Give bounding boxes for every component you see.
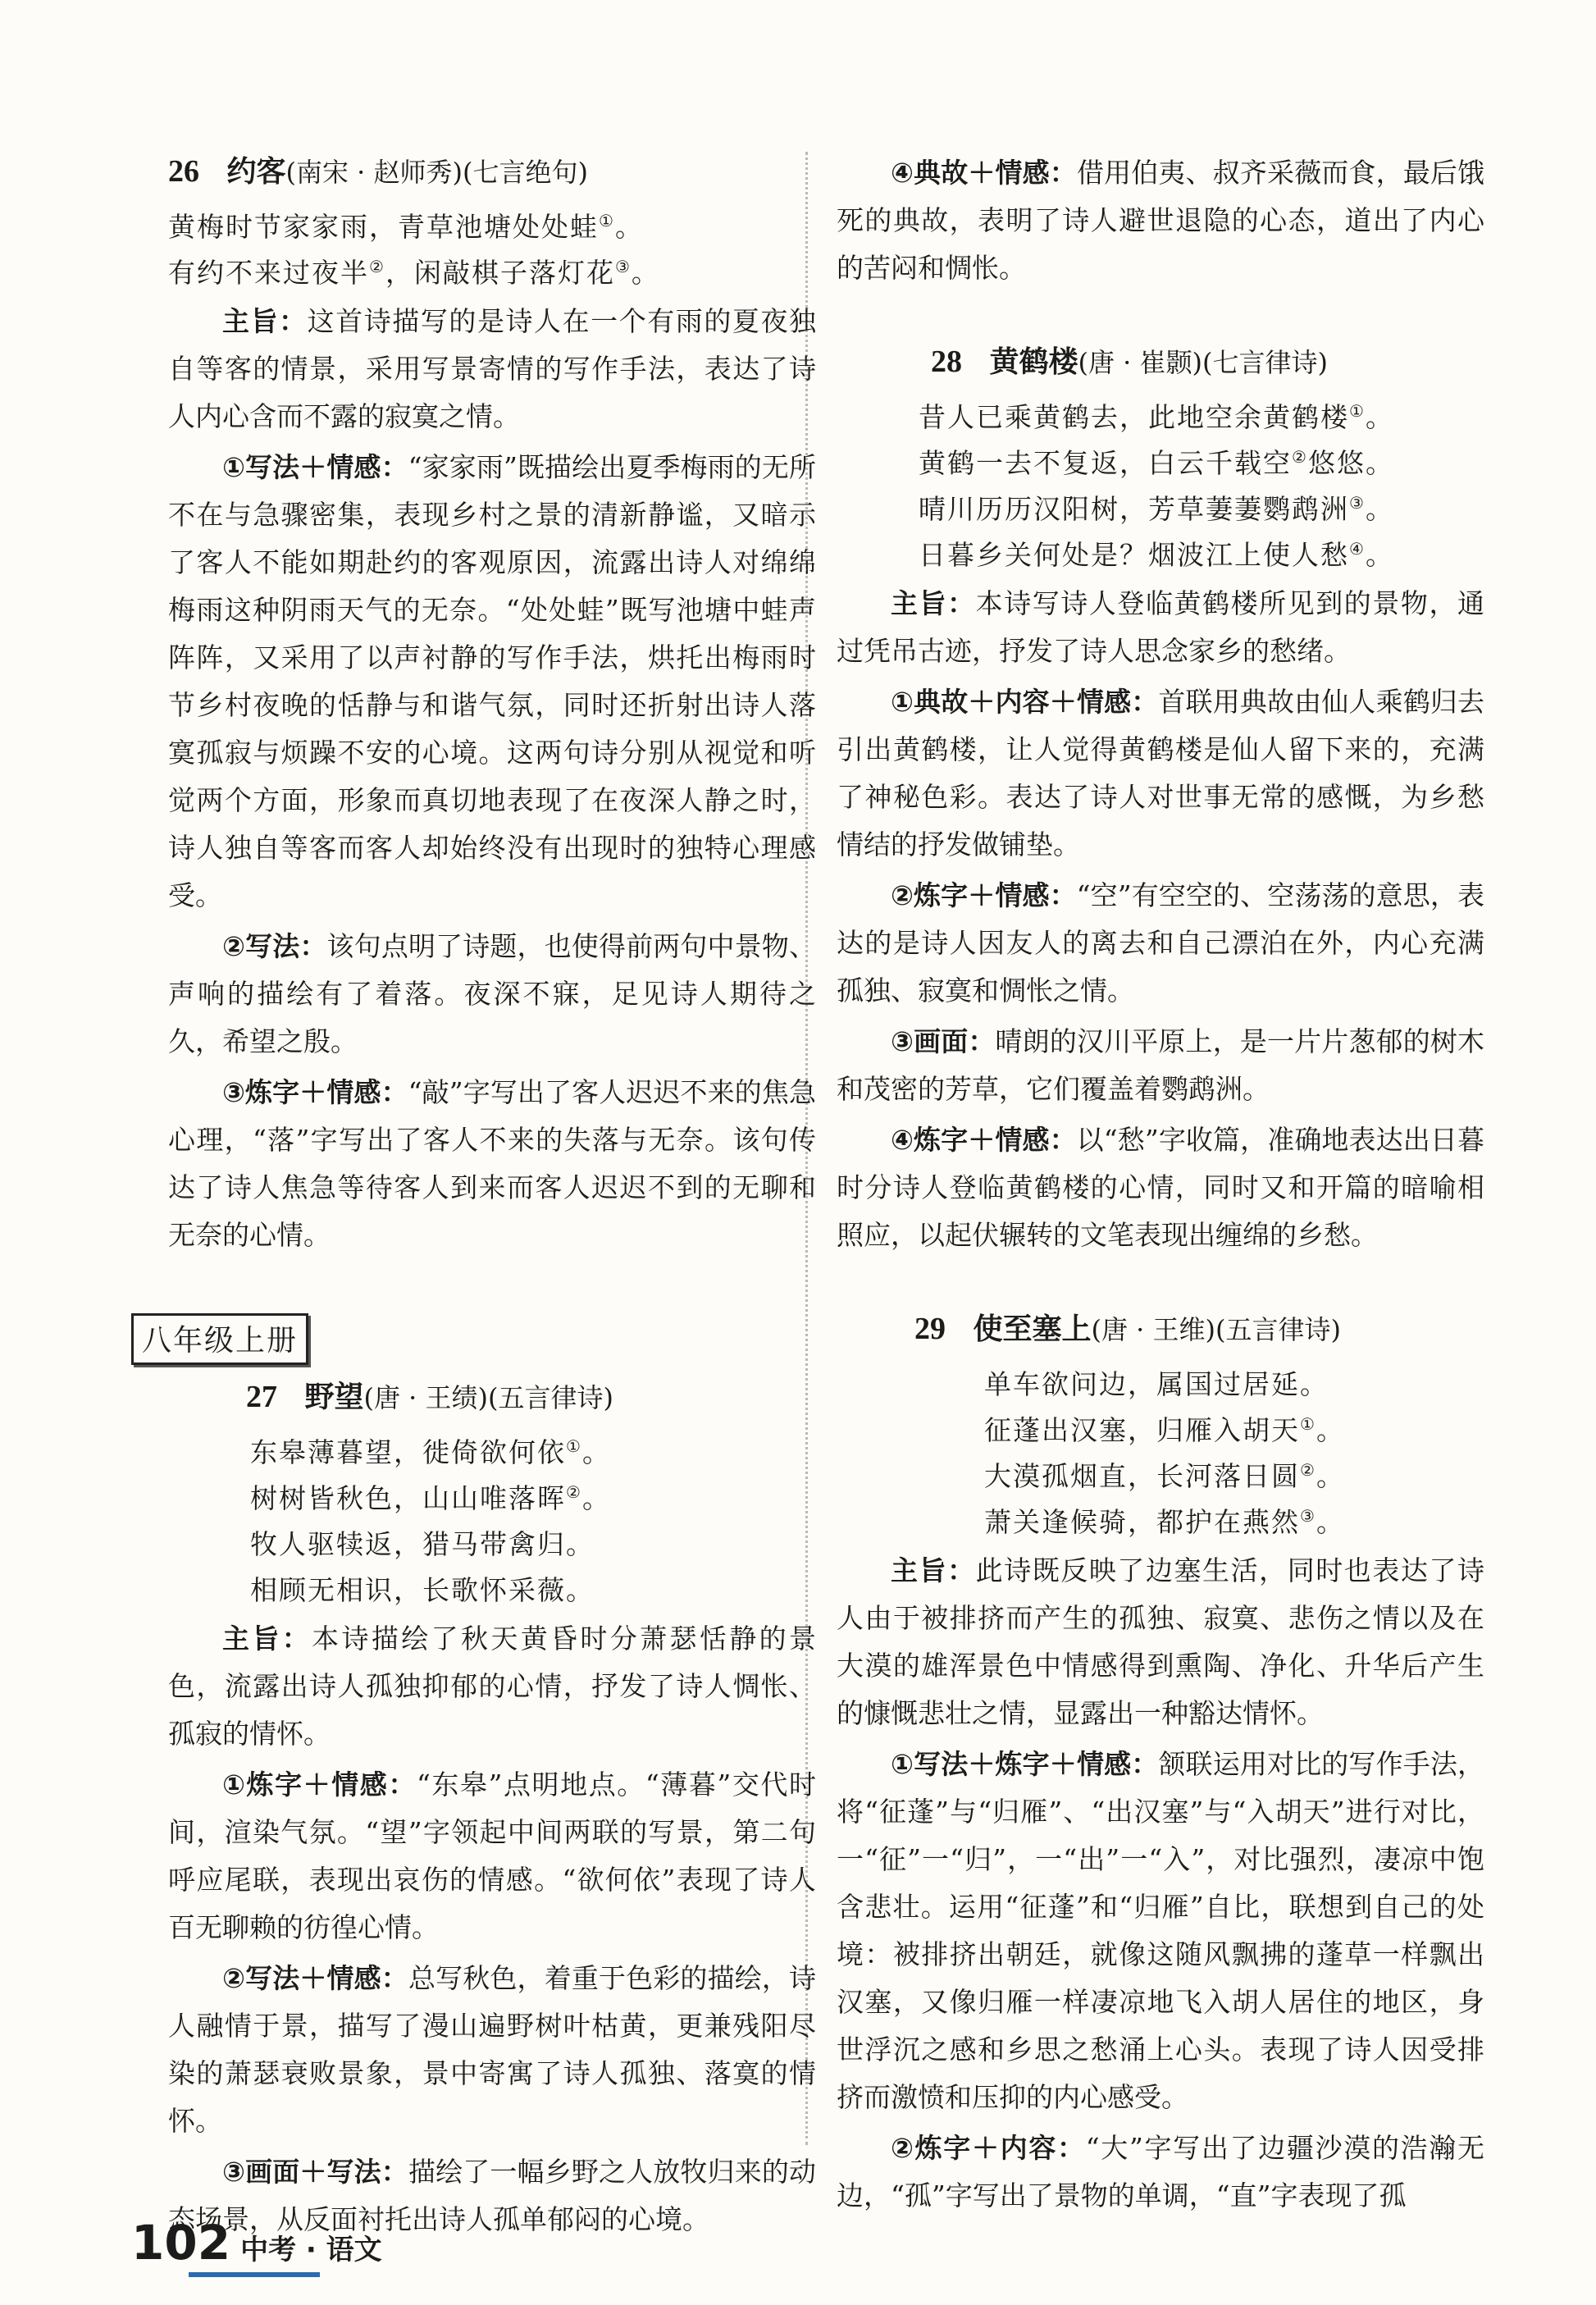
left-column [142, 148, 817, 2289]
poem-meta: (唐 · 王绩)(五言律诗) [363, 1382, 613, 1413]
poem-title [168, 1373, 816, 1422]
theme-paragraph: 主旨：此诗既反映了边塞生活，同时也表达了诗人由于被排挤而产生的孤独、寂寞、悲伤之情以及在大漠的雄浑景色中情感得到熏陶、净化、升华后产生的慷慨悲壮之情，显露出一种豁达情怀。 [837, 1554, 1485, 1729]
theme-paragraph: 主旨：这首诗描写的是诗人在一个有雨的夏夜独自等客的情景，采用写景寄情的写作手法，表达了诗人内心含而不露的寂寞之情。 [168, 305, 817, 432]
note-paragraph: ①炼字＋情感：“东皋”点明地点。“薄暮”交代时间，渲染气氛。“望”字领起中间两联的写景，第二句呼应尾联，表现出哀伤的情感。“欲何依”表现了诗人百无聊赖的彷徨心情。 [168, 1769, 817, 1943]
verse-line: 黄鹤一去不复返，白云千载空②悠悠。 [919, 447, 1394, 479]
verse-line: 晴川历历汉阳树，芳草萋萋鹦鹉洲③。 [919, 493, 1394, 525]
poem-name: 野望 [304, 1381, 364, 1414]
poem-title [837, 1305, 1484, 1353]
poem-29 [837, 1305, 1484, 2220]
poem-meta: (唐 · 王维)(五言律诗) [1091, 1314, 1341, 1345]
poem-number: 29 [914, 1312, 946, 1346]
verse-line: 单车欲问边，属国过居延。 [984, 1368, 1329, 1400]
page-footer [131, 2215, 382, 2280]
poem-title [837, 338, 1484, 386]
section-heading: 八年级上册 [131, 1313, 308, 1365]
note-paragraph: ③画面＋写法：描绘了一幅乡野之人放牧归来的动态场景，从反面衬托出诗人孤单郁闷的心境。 [168, 2156, 817, 2235]
poem-meta: (唐 · 崔颢)(七言律诗) [1078, 347, 1328, 378]
verse-line: 有约不来过夜半②，闲敲棋子落灯花③。 [168, 257, 660, 289]
right-column [837, 148, 1484, 2266]
verse-line: 日暮乡关何处是？烟波江上使人愁④。 [919, 539, 1394, 571]
poem-title [168, 148, 816, 196]
verse-line: 树树皆秋色，山山唯落晖②。 [250, 1482, 611, 1514]
footer-accent-bar [189, 2272, 320, 2277]
poem-meta: (南宋 · 赵师秀)(七言绝句) [285, 157, 588, 188]
note-paragraph: ③画面：晴朗的汉川平原上，是一片片葱郁的树木和茂密的芳草，它们覆盖着鹦鹉洲。 [837, 1025, 1484, 1105]
note-paragraph: ①典故＋内容＋情感：首联用典故由仙人乘鹤归去引出黄鹤楼，让人觉得黄鹤楼是仙人留下来的，充满了神秘色彩。表达了诗人对世事无常的感慨，为乡愁情结的抒发做铺垫。 [837, 686, 1485, 860]
verse-line: 大漠孤烟直，长河落日圆②。 [984, 1460, 1345, 1492]
theme-paragraph: 主旨：本诗写诗人登临黄鹤楼所见到的景物，通过凭吊古迹，抒发了诗人思念家乡的愁绪。 [837, 587, 1485, 667]
note-paragraph: ②写法＋情感：总写秋色，着重于色彩的描绘，诗人融情于景，描写了漫山遍野树叶枯黄，更兼残阳尽染的萧瑟衰败景象，景中寄寓了诗人孤独、落寞的情怀。 [168, 1962, 817, 2137]
poem-number: 28 [931, 345, 962, 379]
note-paragraph: ②炼字＋情感：“空”有空空的、空荡荡的意思，表达的是诗人因友人的离去和自己漂泊在外，内心充满孤独、寂寞和惆怅之情。 [837, 879, 1484, 1006]
verse-line: 昔人已乘黄鹤去，此地空余黄鹤楼①。 [919, 401, 1394, 433]
theme-paragraph: 主旨：本诗描绘了秋天黄昏时分萧瑟恬静的景色，流露出诗人孤独抑郁的心情，抒发了诗人惆怅、孤寂的情怀。 [168, 1623, 817, 1750]
note-paragraph: ④炼字＋情感：以“愁”字收篇，准确地表达出日暮时分诗人登临黄鹤楼的心情，同时又和开篇的暗喻相照应，以起伏辗转的文笔表现出缠绵的乡愁。 [837, 1124, 1484, 1251]
verse-line: 黄梅时节家家雨，青草池塘处处蛙①。 [168, 211, 644, 243]
note-paragraph: ④典故＋情感：借用伯夷、叔齐采薇而食，最后饿死的典故，表明了诗人避世退隐的心态，道出了内心的苦闷和惆怅。 [837, 157, 1485, 284]
poem-name: 使至塞上 [973, 1312, 1092, 1346]
poem-27 [168, 1373, 816, 2243]
note-paragraph: ②写法：该句点明了诗题，也使得前两句中景物、声响的描绘有了着落。夜深不寐，足见诗人期待之久，希望之殷。 [168, 930, 816, 1057]
poem-name: 黄鹤楼 [989, 345, 1078, 379]
poem-28 [837, 338, 1484, 1259]
verse-line: 征蓬出汉塞，归雁入胡天①。 [984, 1414, 1345, 1446]
poem-27-continued [837, 149, 1484, 292]
poem-26 [168, 148, 816, 1259]
poem-number: 26 [168, 154, 199, 189]
poem-name: 约客 [226, 155, 286, 189]
verse-line: 牧人驱犊返，猎马带禽归。 [250, 1528, 595, 1560]
note-paragraph: ②炼字＋内容：“大”字写出了边疆沙漠的浩瀚无边，“孤”字写出了景物的单调，“直”字表现了孤 [837, 2132, 1484, 2211]
book-title: 中考 · 语文 [240, 2234, 382, 2266]
note-paragraph: ③炼字＋情感：“敲”字写出了客人迟迟不来的焦急心理，“落”字写出了客人不来的失落与无奈。该句传达了诗人焦急等待客人到来而客人迟迟不到的无聊和无奈的心情。 [168, 1076, 816, 1251]
page-number: 102 [131, 2215, 231, 2271]
note-paragraph: ①写法＋炼字＋情感：颔联运用对比的写作手法，将“征蓬”与“归雁”、“出汉塞”与“入胡天”进行对比，一“征”一“归”，一“出”一“入”，对比强烈，凄凉中饱含悲壮。运用“征蓬”和“归雁”自比，联想到自己的处境：被排挤出朝廷，就像这随风飘拂的蓬草一样飘出汉塞，又像归雁一样凄凉地飞入胡人居住的地区，身世浮沉之感和乡思之愁涌上心头。表现了诗人因受排挤而激愤和压抑的内心感受。 [837, 1748, 1485, 2113]
verse-line: 萧关逢候骑，都护在燕然③。 [984, 1506, 1345, 1538]
note-paragraph: ①写法＋情感：“家家雨”既描绘出夏季梅雨的无所不在与急骤密集，表现乡村之景的清新静谧，又暗示了客人不能如期赴约的客观原因，流露出诗人对绵绵梅雨这种阴雨天气的无奈。“处处蛙”既写池塘中蛙声阵阵，又采用了以声衬静的写作手法，烘托出梅雨时节乡村夜晚的恬静与和谐气氛，同时还折射出诗人落寞孤寂与烦躁不安的心境。这两句诗分别从视觉和听觉两个方面，形象而真切地表现了在夜深人静之时，诗人独自等客而客人却始终没有出现时的独特心理感受。 [168, 451, 816, 911]
poem-number: 27 [246, 1380, 277, 1414]
verse-line: 相顾无相识，长歌怀采薇。 [250, 1574, 595, 1606]
verse-line: 东皋薄暮望，徙倚欲何依①。 [250, 1436, 611, 1468]
